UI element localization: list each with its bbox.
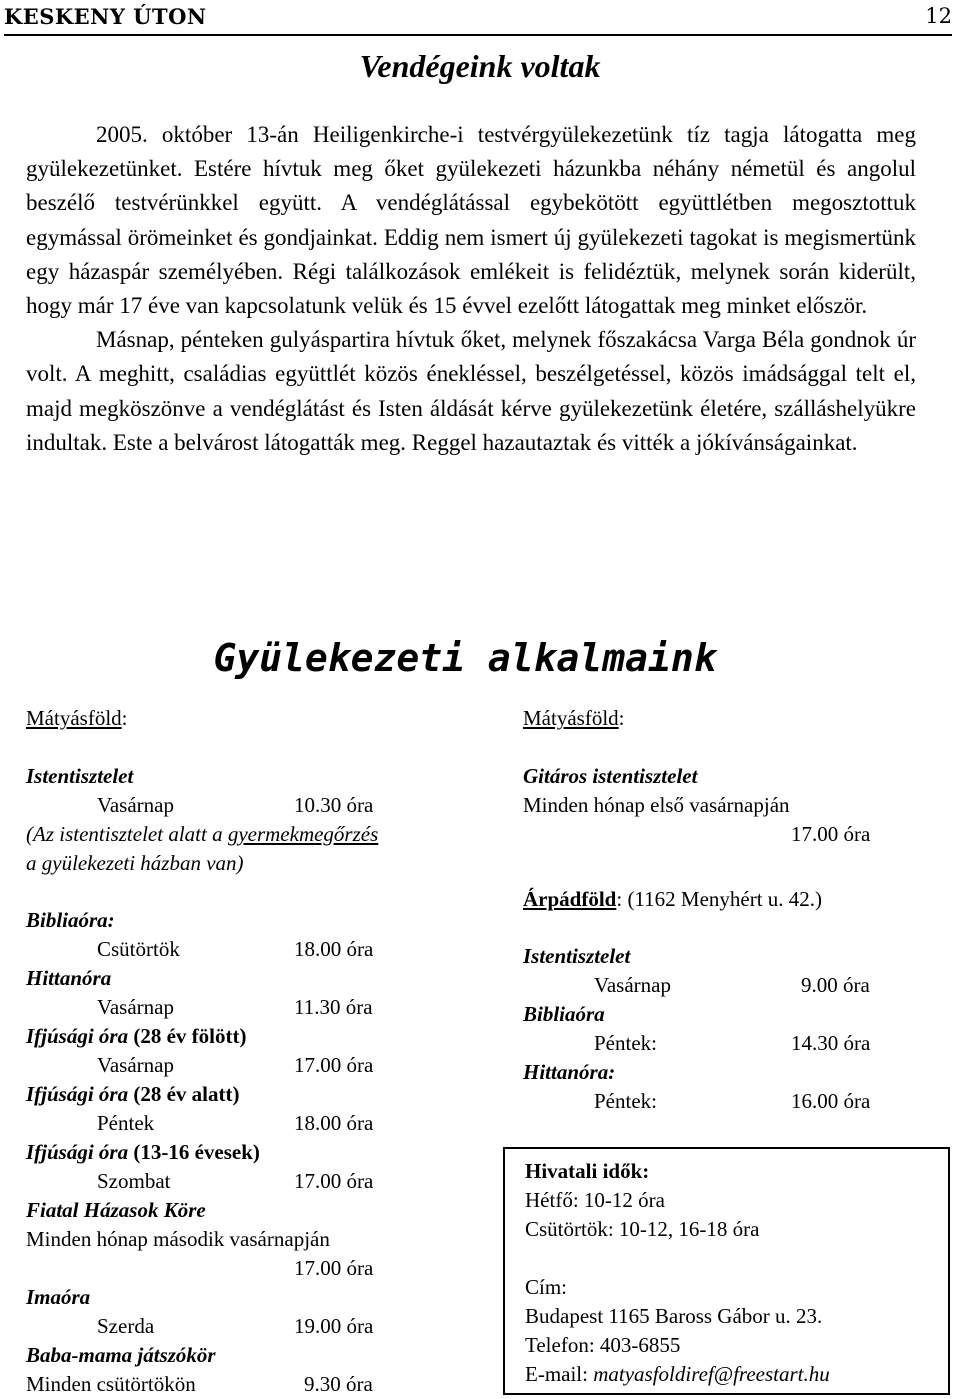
place-name: Mátyásföld [523,706,619,730]
event-title: Fiatal Házasok Köre [26,1198,206,1222]
email-line [525,1362,830,1387]
event-title: Imaóra [26,1285,91,1309]
email-label: E-mail: [525,1362,594,1386]
event-title [26,1140,260,1165]
event-title: Baba-mama játszókör [26,1343,216,1367]
article-body [26,118,916,460]
event-qualifier: (13-16 évesek) [128,1140,260,1164]
event-time: 14.30 óra [791,1031,871,1055]
event-day: Péntek [97,1111,155,1135]
event-title: Gitáros istentisztelet [523,764,698,788]
event-title [26,1024,246,1049]
event-title: Hittanóra [26,966,112,990]
email-link[interactable]: matyasfoldiref@freestart.hu [593,1362,830,1386]
event-time: 17.00 óra [791,822,871,846]
event-day: Péntek: [594,1089,657,1113]
event-name: Ifjúsági óra [26,1082,129,1106]
event-time: 19.00 óra [294,1314,374,1338]
event-time: 18.00 óra [294,937,374,961]
event-time: 17.00 óra [294,1256,374,1280]
event-when: Minden hónap első vasárnapján [523,793,790,817]
event-time: 17.00 óra [294,1053,374,1077]
event-day: Péntek: [594,1031,657,1055]
event-day: Vasárnap [97,1053,174,1077]
office-hours-line: Hétfő: 10-12 óra [525,1188,665,1212]
event-day: Vasárnap [594,973,671,997]
article-title: Vendégeink voltak [359,48,601,84]
office-info-box [503,1147,950,1395]
colon: : [618,706,625,730]
event-time: 16.00 óra [791,1089,871,1113]
colon: : [121,706,128,730]
event-time: 9.00 óra [801,973,870,997]
event-time: 9.30 óra [304,1372,373,1396]
publication-title: KESKENY ÚTON [4,4,207,29]
event-when: Minden csütörtökön [26,1372,196,1396]
event-qualifier: (28 év fölött) [128,1024,247,1048]
schedule-right-column [523,700,943,1120]
event-day: Vasárnap [97,995,174,1019]
note-text: (Az istentisztelet alatt a [26,822,228,846]
office-hours-heading: Hivatali idők: [525,1159,650,1183]
event-title [26,1082,240,1107]
event-title: Hittanóra: [523,1060,616,1084]
event-title: Bibliaóra [523,1002,605,1026]
event-time: 10.30 óra [294,793,374,817]
note-underlined: gyermekmegőrzés [227,822,379,846]
schedule-title: Gyülekezeti alkalmaink [213,636,717,680]
place-heading [26,706,128,731]
event-name: Ifjúsági óra [26,1140,129,1164]
place-name: Árpádföld [523,887,617,911]
childcare-note-2: a gyülekezeti házban van) [26,851,244,875]
event-day: Vasárnap [97,793,174,817]
place-address: : (1162 Menyhért u. 42.) [616,887,823,911]
address: Budapest 1165 Baross Gábor u. 23. [525,1304,823,1328]
phone: Telefon: 403-6855 [525,1333,681,1357]
place-name: Mátyásföld [26,706,122,730]
event-title: Istentisztelet [523,944,631,968]
page-header [4,2,952,36]
office-hours-line: Csütörtök: 10-12, 16-18 óra [525,1217,760,1241]
place-heading [523,706,625,731]
place-heading [523,887,822,912]
event-name: Ifjúsági óra [26,1024,129,1048]
article-paragraph-1: 2005. október 13-án Heiligenkirche-i testvérgyülekezetünk tíz tagja látogatta meg gyülekezetünket. Estére hívtuk meg őket gyülekezeti házunkba néhány németül és angolul beszélő testvérünkkel együtt. A vendéglátással egybekötött együttlétben megosztottuk egymással örömeinket és gondjainkat. Eddig nem ismert új gyülekezeti tagokat is megismertünk egy házaspár személyében. Régi találkozások emlékeit is felidéztük, melynek során kiderült, hogy már 17 éve van kapcsolatunk velük és 15 évvel ezelőtt látogattak meg minket először. [26,122,916,319]
event-time: 18.00 óra [294,1111,374,1135]
schedule-left-column [26,700,486,1399]
event-qualifier: (28 év alatt) [128,1082,240,1106]
event-day: Szombat [97,1169,171,1193]
address-label: Cím: [525,1275,568,1299]
event-day: Szerda [97,1314,155,1338]
event-when: Minden hónap második vasárnapján [26,1227,330,1251]
event-time: 11.30 óra [294,995,373,1019]
event-title: Istentisztelet [26,764,134,788]
childcare-note [26,822,378,847]
event-title: Bibliaóra: [26,908,115,932]
article-paragraph-2: Másnap, pénteken gulyáspartira hívtuk őket, melynek főszakácsa Varga Béla gondnok úr volt. A meghitt, családias együttlét közös énekléssel, beszélgetéssel, közös imádsággal telt el, majd megköszönve a vendéglátást és Isten áldását kérve gyülekezetünk életére, szálláshelyükre indultak. Este a belvárost látogatták meg. Reggel hazautaztak és vitték a jókívánságainkat. [26,327,916,455]
page-number: 12 [925,4,952,28]
event-day: Csütörtök [97,937,180,961]
event-time: 17.00 óra [294,1169,374,1193]
